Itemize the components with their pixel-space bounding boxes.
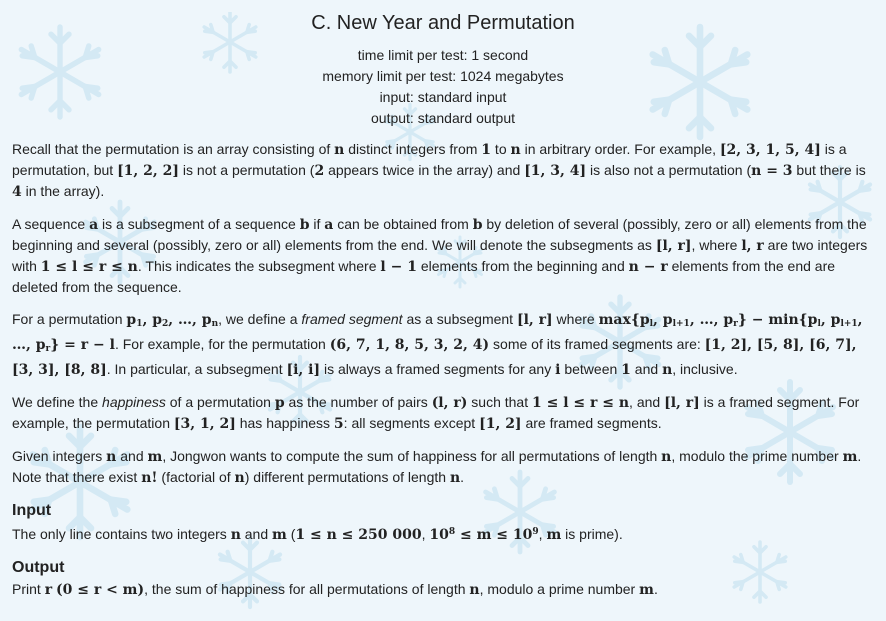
math: 1 ≤ l ≤ r ≤ n <box>531 395 630 411</box>
text: (factorial of <box>157 469 235 485</box>
math: 1 <box>481 142 492 158</box>
math: a <box>324 217 334 233</box>
text: Given integers <box>12 448 107 464</box>
math-sub: l <box>817 319 821 329</box>
text: are framed segments. <box>521 415 662 431</box>
math: n <box>449 470 461 486</box>
math: , …, p <box>168 312 212 328</box>
math-sub: n <box>211 319 219 329</box>
text: For a permutation <box>12 311 127 327</box>
math: , …, p <box>12 312 863 353</box>
text: , modulo a prime number <box>479 581 640 597</box>
text: We define the <box>12 394 103 410</box>
math: n <box>334 142 345 158</box>
math: [i, i] <box>286 362 321 378</box>
math: b <box>299 217 310 233</box>
math: 10 <box>429 527 449 543</box>
text: of a permutation <box>165 394 275 410</box>
text: ( <box>286 526 296 542</box>
legend-paragraph-happiness <box>12 392 874 434</box>
text: . <box>653 581 658 597</box>
text: as the number of pairs <box>284 394 432 410</box>
text: , where <box>691 237 742 253</box>
math: l, r <box>741 238 764 254</box>
text: Recall that the permutation is an array consisting of <box>12 141 335 157</box>
math: 2 <box>314 163 325 179</box>
math: m <box>546 527 562 543</box>
math-sub: r <box>733 319 738 329</box>
math: b <box>472 217 483 233</box>
emphasis: framed segment <box>301 311 403 327</box>
text: is always a framed segments for any <box>320 361 556 377</box>
math-sub: l <box>649 319 654 329</box>
math: m <box>842 449 858 465</box>
math-sup: 8 <box>448 527 456 537</box>
math: , p <box>653 312 673 328</box>
math: [3, 1, 2] <box>173 416 236 432</box>
math: 1 ≤ n ≤ 250 000 <box>295 527 422 543</box>
text: appears twice in the array) and <box>324 162 525 178</box>
math: p <box>126 312 137 328</box>
text: to <box>491 141 511 157</box>
math: n <box>662 362 673 378</box>
text: in arbitrary order. For example, <box>520 141 720 157</box>
math: n! <box>141 470 158 486</box>
math-permutation <box>126 312 218 328</box>
input-paragraph <box>12 522 874 545</box>
math-sub: l+1 <box>840 319 858 329</box>
math: n <box>661 449 672 465</box>
text: where <box>552 311 599 327</box>
math: } = r − l <box>50 337 115 353</box>
math: [l, r] <box>516 312 553 328</box>
text: . <box>460 469 465 485</box>
time-limit: time limit per test: 1 second <box>357 47 529 63</box>
math: (6, 7, 1, 8, 5, 3, 2, 4) <box>329 337 490 353</box>
text: is a subsegment of a sequence <box>98 216 300 232</box>
text: are two integers with <box>12 237 868 274</box>
math: } − min{p <box>737 312 818 328</box>
math: [2, 3, 1, 5, 4] <box>719 142 821 158</box>
math: n <box>469 582 480 598</box>
text: , we define a <box>218 311 302 327</box>
text: as a subsegment <box>402 311 517 327</box>
math: ≤ m ≤ 10 <box>455 527 533 543</box>
text: distinct integers from <box>344 141 482 157</box>
text: is a permutation, but <box>12 141 847 178</box>
text: . For example, for the permutation <box>114 336 330 352</box>
math: m <box>147 449 163 465</box>
text: in the array). <box>21 183 105 199</box>
math: (l, r) <box>431 395 468 411</box>
math: n <box>230 527 241 543</box>
math: n = 3 <box>751 163 793 179</box>
math: [l, r] <box>664 395 700 411</box>
text: . This indicates the subsegment where <box>137 258 381 274</box>
math: m <box>272 527 287 543</box>
math: (0 ≤ r < m) <box>55 582 145 598</box>
input-type: input: standard input <box>379 89 507 105</box>
math: 1 <box>621 362 631 378</box>
math: 4 <box>12 184 22 200</box>
text: elements from the end are deleted from the sequence. <box>12 258 836 295</box>
text: , Jongwon wants to compute the sum of happiness for all permutations of length <box>162 448 662 464</box>
output-specification <box>12 559 874 600</box>
input-specification <box>12 502 874 545</box>
text: and <box>240 526 273 542</box>
input-heading: Input <box>12 502 52 519</box>
math: m <box>639 582 654 598</box>
math: 5 <box>333 416 344 432</box>
text: is a framed segment. For example, the permutation <box>12 394 860 431</box>
text: . In particular, a subsegment <box>106 361 287 377</box>
text: , and <box>629 394 665 410</box>
math-m-range <box>429 527 538 543</box>
text: is prime). <box>561 526 623 542</box>
text: . Note that there exist <box>12 448 862 485</box>
text: ) different permutations of length <box>244 469 450 485</box>
math: [1, 3, 4] <box>524 163 587 179</box>
output-type: output: standard output <box>371 110 515 126</box>
text: elements from the beginning and <box>416 258 629 274</box>
text: and <box>116 448 148 464</box>
text: is not a permutation ( <box>179 162 315 178</box>
text: , modulo the prime number <box>671 448 843 464</box>
text: and <box>630 361 663 377</box>
text: if <box>309 216 325 232</box>
text: , <box>538 526 547 542</box>
math: i <box>555 362 561 378</box>
math: [l, r] <box>655 238 692 254</box>
math: [1, 2] <box>479 416 522 432</box>
text: is also not a permutation ( <box>586 162 752 178</box>
output-paragraph <box>12 579 874 600</box>
text: such that <box>467 394 532 410</box>
math: a <box>89 217 99 233</box>
math: n <box>106 449 117 465</box>
text: A sequence <box>12 216 90 232</box>
math: , p <box>820 312 841 328</box>
problem-title: C. New Year and Permutation <box>311 12 575 34</box>
text: , inclusive. <box>672 361 738 377</box>
math: [1, 2], [5, 8], [6, 7], [3, 3], [8, 8] <box>12 337 857 378</box>
math: n − r <box>628 259 668 275</box>
math: r <box>44 582 53 598</box>
text: can be obtained from <box>333 216 473 232</box>
math: [1, 2, 2] <box>117 163 180 179</box>
math-sub: 2 <box>162 319 169 329</box>
text: some of its framed segments are: <box>489 336 705 352</box>
output-heading: Output <box>12 559 65 576</box>
text: , the sum of happiness for all permutations of length <box>144 581 470 597</box>
legend-paragraph-subsegment <box>12 214 874 297</box>
text: , <box>421 526 430 542</box>
math: max{p <box>598 312 650 328</box>
math: , …, p <box>689 312 734 328</box>
memory-limit: memory limit per test: 1024 megabytes <box>322 68 564 84</box>
problem-statement <box>0 12 886 600</box>
problem-limits <box>12 45 874 129</box>
math-sub: 1 <box>136 319 143 329</box>
math: p <box>274 395 285 411</box>
math-sub: r <box>45 344 51 354</box>
text: has happiness <box>235 415 334 431</box>
text: : all segments except <box>343 415 480 431</box>
math: l − 1 <box>380 259 417 275</box>
text: Print <box>12 581 45 597</box>
legend-paragraph-task <box>12 446 874 488</box>
math: n <box>510 142 521 158</box>
text: by deletion of several (possibly, zero or all) elements from the beginning and several (possibly, zero or all) elements from the end. We will denote the subsegments as <box>12 216 867 253</box>
text: The only line contains two integers <box>12 526 231 542</box>
legend-paragraph-permutation <box>12 139 874 202</box>
math: , p <box>142 312 162 328</box>
emphasis: happiness <box>102 394 166 410</box>
math-sup: 9 <box>532 527 539 537</box>
math: n <box>234 470 245 486</box>
text: but there is <box>792 162 866 178</box>
math: 1 ≤ l ≤ r ≤ n <box>40 259 138 275</box>
text: between <box>560 361 622 377</box>
legend-paragraph-framed-segment <box>12 309 874 380</box>
math-sub: l+1 <box>672 319 690 329</box>
